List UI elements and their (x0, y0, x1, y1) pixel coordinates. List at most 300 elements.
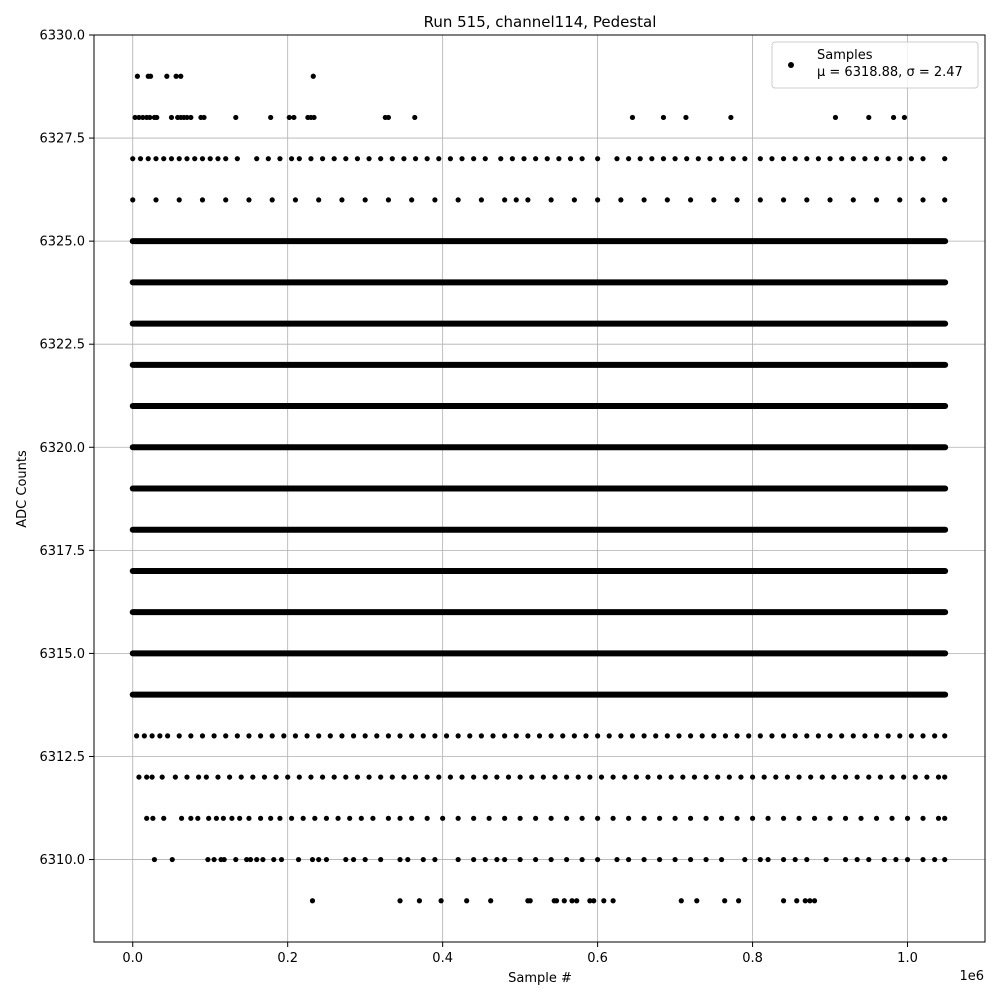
data-point (827, 156, 832, 161)
data-point (347, 816, 352, 821)
data-point (184, 774, 189, 779)
data-point (157, 733, 162, 738)
data-point (742, 156, 747, 161)
data-point (924, 774, 929, 779)
data-point (130, 156, 135, 161)
data-point (239, 774, 244, 779)
data-point (366, 774, 371, 779)
data-point (409, 733, 414, 738)
data-point (138, 156, 143, 161)
data-point (580, 816, 585, 821)
data-point (889, 816, 894, 821)
y-tick-label: 6330.0 (39, 28, 85, 44)
data-point (816, 156, 821, 161)
data-point (308, 774, 313, 779)
data-point (339, 733, 344, 738)
data-point (235, 733, 240, 738)
data-point (595, 857, 600, 862)
data-point (669, 774, 674, 779)
data-point (510, 156, 515, 161)
data-point (390, 774, 395, 779)
data-point (942, 857, 947, 862)
data-point (626, 156, 631, 161)
data-point (196, 774, 201, 779)
data-point (909, 733, 914, 738)
data-point (827, 816, 832, 821)
data-point (920, 733, 925, 738)
data-point (456, 733, 461, 738)
data-point (150, 733, 155, 738)
data-point (425, 774, 430, 779)
data-point (897, 156, 902, 161)
data-point (483, 857, 488, 862)
data-point (827, 733, 832, 738)
data-point (177, 733, 182, 738)
data-point (719, 156, 724, 161)
data-point (942, 816, 947, 821)
legend-entry: Samples (817, 48, 873, 63)
data-point (891, 115, 896, 120)
data-point (882, 857, 887, 862)
data-point (397, 816, 402, 821)
data-point (614, 156, 619, 161)
data-point (804, 857, 809, 862)
data-point (448, 774, 453, 779)
data-point (932, 733, 937, 738)
data-point (285, 774, 290, 779)
data-point (672, 816, 677, 821)
data-point (731, 156, 736, 161)
data-point (148, 74, 153, 79)
data-point (432, 857, 437, 862)
data-point (572, 733, 577, 738)
y-tick-label: 6317.5 (39, 543, 85, 559)
data-point (359, 816, 364, 821)
data-point (488, 898, 493, 903)
data-point (366, 156, 371, 161)
data-point (692, 774, 697, 779)
data-point (502, 197, 507, 202)
data-point (277, 816, 282, 821)
data-point (246, 197, 251, 202)
data-point (851, 197, 856, 202)
data-point (310, 898, 315, 903)
data-point (316, 197, 321, 202)
data-point (736, 898, 741, 903)
data-point (638, 156, 643, 161)
data-point (661, 115, 666, 120)
data-point (136, 774, 141, 779)
data-point (386, 115, 391, 120)
data-point (405, 857, 410, 862)
data-point (471, 816, 476, 821)
data-point (518, 857, 523, 862)
data-point (412, 115, 417, 120)
data-point (723, 733, 728, 738)
data-point (370, 816, 375, 821)
data-point (289, 156, 294, 161)
data-point (297, 774, 302, 779)
data-point (874, 816, 879, 821)
data-point (204, 774, 209, 779)
data-point (672, 857, 677, 862)
data-point (781, 857, 786, 862)
y-tick-label: 6320.0 (39, 440, 85, 456)
data-point (397, 857, 402, 862)
data-point (804, 197, 809, 202)
data-point (270, 733, 275, 738)
data-point (258, 816, 263, 821)
data-point (576, 774, 581, 779)
data-point (688, 857, 693, 862)
data-point (641, 197, 646, 202)
data-point (215, 156, 220, 161)
data-point (711, 197, 716, 202)
data-point (611, 816, 616, 821)
x-tick-label: 0.8 (742, 951, 763, 966)
data-point (459, 156, 464, 161)
data-point (432, 733, 437, 738)
data-point (833, 115, 838, 120)
data-point (459, 774, 464, 779)
data-point (514, 733, 519, 738)
data-point (351, 857, 356, 862)
data-point (601, 898, 606, 903)
data-point (855, 857, 860, 862)
data-point (200, 156, 205, 161)
data-point (201, 115, 206, 120)
data-point (235, 156, 240, 161)
data-point (273, 774, 278, 779)
data-point (378, 156, 383, 161)
data-point (696, 156, 701, 161)
data-point (785, 774, 790, 779)
data-point (160, 774, 165, 779)
data-point (177, 197, 182, 202)
data-point (843, 774, 848, 779)
data-point (498, 156, 503, 161)
data-point (150, 774, 155, 779)
data-point (170, 857, 175, 862)
data-point (878, 774, 883, 779)
data-point (378, 857, 383, 862)
data-point (316, 733, 321, 738)
data-point (804, 156, 809, 161)
data-point (738, 774, 743, 779)
data-point (223, 733, 228, 738)
data-point (769, 733, 774, 738)
data-point (549, 816, 554, 821)
data-point (781, 898, 786, 903)
data-point (401, 774, 406, 779)
data-point (920, 156, 925, 161)
data-point (312, 816, 317, 821)
data-point (223, 156, 228, 161)
data-point (266, 156, 271, 161)
data-point (440, 816, 445, 821)
data-point (874, 156, 879, 161)
data-point (397, 898, 402, 903)
data-point (487, 816, 492, 821)
data-point (665, 197, 670, 202)
data-point (893, 857, 898, 862)
data-point (351, 733, 356, 738)
data-point (657, 857, 662, 862)
data-point (390, 156, 395, 161)
data-point (413, 774, 418, 779)
data-point (793, 156, 798, 161)
data-point (502, 857, 507, 862)
data-point (262, 774, 267, 779)
data-point (268, 115, 273, 120)
data-point (641, 816, 646, 821)
data-point (529, 774, 534, 779)
data-point (506, 774, 511, 779)
data-point (374, 733, 379, 738)
data-point (177, 156, 182, 161)
data-point (618, 197, 623, 202)
data-point (332, 774, 337, 779)
data-point (154, 115, 159, 120)
data-point (886, 156, 891, 161)
data-point (734, 733, 739, 738)
data-point (432, 197, 437, 202)
data-point (672, 156, 677, 161)
y-axis-label: ADC Counts (15, 450, 30, 528)
data-point (248, 857, 253, 862)
data-point (622, 774, 627, 779)
data-point (794, 898, 799, 903)
data-point (268, 816, 273, 821)
data-point (289, 816, 294, 821)
data-point (851, 733, 856, 738)
data-point (827, 197, 832, 202)
data-point (479, 197, 484, 202)
data-point (936, 816, 941, 821)
data-point (734, 197, 739, 202)
data-point (905, 857, 910, 862)
data-point (781, 156, 786, 161)
data-point (676, 733, 681, 738)
y-tick-label: 6312.5 (39, 749, 85, 765)
data-point (211, 857, 216, 862)
data-point (641, 733, 646, 738)
data-point (223, 197, 228, 202)
data-point (552, 774, 557, 779)
data-point (413, 156, 418, 161)
data-point (324, 816, 329, 821)
data-point (471, 774, 476, 779)
data-point (886, 733, 891, 738)
data-point (409, 197, 414, 202)
data-point (448, 156, 453, 161)
data-point (634, 774, 639, 779)
data-point (750, 774, 755, 779)
data-point (271, 857, 276, 862)
data-point (866, 774, 871, 779)
data-point (587, 774, 592, 779)
data-point (378, 774, 383, 779)
data-point (793, 857, 798, 862)
data-point (866, 857, 871, 862)
data-point (549, 733, 554, 738)
data-point (311, 115, 316, 120)
data-point (688, 816, 693, 821)
data-point (208, 156, 213, 161)
y-tick-label: 6327.5 (39, 131, 85, 147)
data-point (808, 774, 813, 779)
data-point (328, 733, 333, 738)
data-point (820, 774, 825, 779)
data-point (541, 774, 546, 779)
data-point (150, 816, 155, 821)
data-point (144, 774, 149, 779)
data-point (490, 733, 495, 738)
data-point (855, 774, 860, 779)
data-point (316, 857, 321, 862)
data-point (260, 857, 265, 862)
data-point (456, 816, 461, 821)
data-point (464, 898, 469, 903)
y-tick-label: 6315.0 (39, 646, 85, 662)
data-point (304, 733, 309, 738)
data-point (270, 197, 275, 202)
data-point (796, 816, 801, 821)
data-point (728, 115, 733, 120)
data-point (703, 774, 708, 779)
data-point (688, 733, 693, 738)
data-point (611, 898, 616, 903)
data-point (200, 733, 205, 738)
data-point (386, 197, 391, 202)
data-point (246, 733, 251, 738)
data-point (630, 733, 635, 738)
data-point (715, 774, 720, 779)
data-point (936, 774, 941, 779)
data-point (153, 156, 158, 161)
data-point (707, 156, 712, 161)
data-point (942, 774, 947, 779)
data-point (518, 774, 523, 779)
data-point (765, 857, 770, 862)
data-point (214, 816, 219, 821)
data-point (343, 156, 348, 161)
data-point (471, 156, 476, 161)
data-point (773, 774, 778, 779)
data-point (591, 898, 596, 903)
data-point (184, 156, 189, 161)
data-point (564, 857, 569, 862)
data-point (824, 857, 829, 862)
data-point (554, 898, 559, 903)
data-point (195, 816, 200, 821)
data-point (866, 115, 871, 120)
data-point (549, 197, 554, 202)
data-point (839, 733, 844, 738)
data-point (722, 898, 727, 903)
data-point (200, 197, 205, 202)
data-point (765, 816, 770, 821)
data-point (533, 816, 538, 821)
data-point (339, 197, 344, 202)
data-point (580, 156, 585, 161)
data-point (537, 733, 542, 738)
data-point (161, 156, 166, 161)
x-tick-label: 0.4 (432, 951, 453, 966)
data-point (281, 733, 286, 738)
data-point (233, 115, 238, 120)
data-point (343, 774, 348, 779)
data-point (688, 197, 693, 202)
data-point (803, 898, 808, 903)
data-point (679, 898, 684, 903)
data-point (277, 156, 282, 161)
data-point (942, 197, 947, 202)
data-point (711, 733, 716, 738)
data-point (258, 733, 263, 738)
data-point (909, 156, 914, 161)
data-point (897, 197, 902, 202)
data-point (528, 898, 533, 903)
x-tick-label: 0.6 (587, 951, 608, 966)
data-point (211, 733, 216, 738)
data-point (595, 156, 600, 161)
data-point (436, 774, 441, 779)
data-point (152, 857, 157, 862)
data-point (580, 857, 585, 862)
data-point (215, 774, 220, 779)
data-point (436, 156, 441, 161)
data-point (483, 156, 488, 161)
data-point (293, 197, 298, 202)
data-point (296, 857, 301, 862)
x-tick-label: 0.2 (277, 951, 299, 966)
data-point (533, 857, 538, 862)
data-point (514, 197, 519, 202)
data-point (812, 816, 817, 821)
data-point (569, 898, 574, 903)
data-point (188, 816, 193, 821)
data-point (311, 74, 316, 79)
x-scale-label: 1e6 (959, 969, 984, 984)
data-point (135, 74, 140, 79)
data-point (831, 774, 836, 779)
data-point (206, 816, 211, 821)
data-point (320, 774, 325, 779)
data-point (153, 197, 158, 202)
data-point (942, 733, 947, 738)
data-point (562, 898, 567, 903)
data-point (165, 733, 170, 738)
data-point (494, 857, 499, 862)
data-point (793, 733, 798, 738)
data-point (595, 816, 600, 821)
data-point (574, 898, 579, 903)
data-point (146, 156, 151, 161)
data-point (583, 733, 588, 738)
data-point (254, 156, 259, 161)
data-point (161, 816, 166, 821)
data-point (502, 733, 507, 738)
data-point (858, 816, 863, 821)
data-point (169, 156, 174, 161)
data-point (525, 733, 530, 738)
data-point (807, 898, 812, 903)
data-point (401, 156, 406, 161)
data-point (843, 857, 848, 862)
data-point (874, 197, 879, 202)
data-point (897, 733, 902, 738)
